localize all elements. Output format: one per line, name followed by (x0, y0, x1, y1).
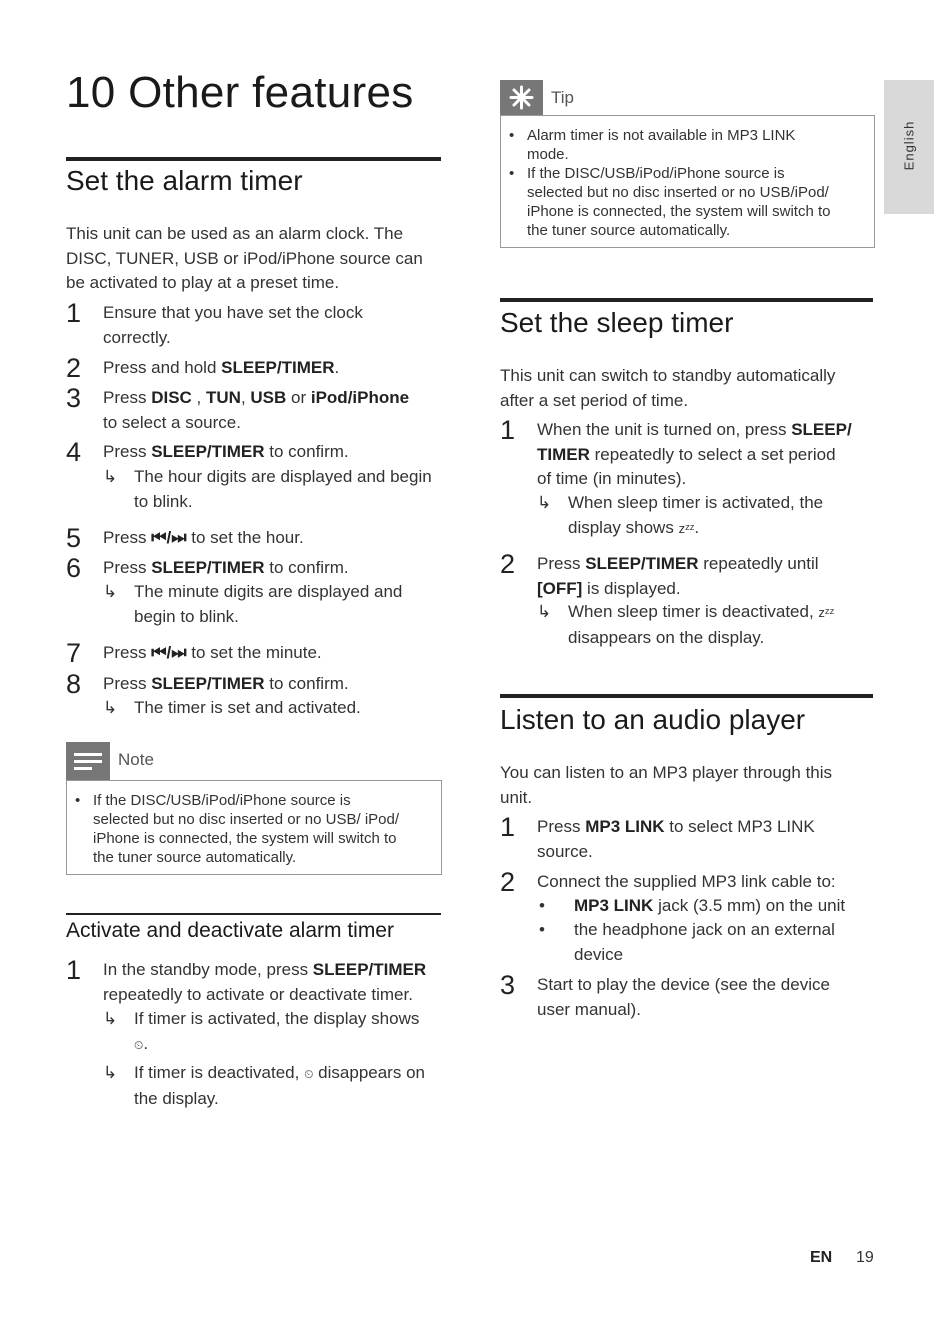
prev-next-icon: ⏮/⏭ (151, 528, 187, 547)
alarm-step-3: 3 Press DISC , TUN, USB or iPod/iPhone to select a source. (66, 383, 410, 432)
listen-step-1: 1 Press MP3 LINK to select MP3 LINK source. (500, 812, 815, 861)
alarm-intro: This unit can be used as an alarm clock. The DISC, TUNER, USB or iPod/iPhone source can be activated to play at a preset time. (66, 224, 423, 292)
alarm-step-1: 1 Ensure that you have set the clock correctly. (66, 298, 363, 347)
result-arrow-icon: ↳ (103, 698, 118, 717)
language-label: English (901, 120, 917, 171)
tip-box: • Alarm timer is not available in MP3 LINK mode. • If the DISC/USB/iPod/iPhone source is selected but no disc inserted or no USB/iPod/ iPhone is connected, the system will switch to the tuner source automatically. (500, 115, 875, 248)
alarm-step-6-result: ↳ The minute digits are displayed and begin to blink. (103, 582, 403, 626)
alarm-step-7: 7 Press ⏮/⏭ to set the minute. (66, 638, 322, 668)
alarm-step-4: 4 Press SLEEP/TIMER to confirm. (66, 437, 349, 467)
sleep-zzz-icon: zᶻᶻ (818, 605, 835, 620)
note-lines-icon (66, 742, 110, 780)
listen-step-3: 3 Start to play the device (see the device user manual). (500, 970, 830, 1019)
listen-step-2-bullet-2: • the headphone jack on an external device (539, 920, 835, 964)
result-arrow-icon: ↳ (103, 1063, 118, 1082)
activate-result-1: ↳ If timer is activated, the display shows ⏲. (103, 1009, 420, 1053)
activate-step-1: 1 In the standby mode, press SLEEP/TIMER repeatedly to activate or deactivate timer. (66, 955, 427, 1004)
sleep-zzz-icon: zᶻᶻ (678, 520, 695, 536)
alarm-step-8-result: ↳ The timer is set and activated. (103, 696, 448, 721)
chapter-number: 10 (66, 68, 116, 117)
result-arrow-icon: ↳ (103, 1009, 118, 1028)
alarm-icon: ⏲ (304, 1067, 314, 1081)
prev-next-icon: ⏮/⏭ (151, 643, 187, 662)
section-rule (66, 157, 441, 161)
language-side-tab (884, 80, 934, 214)
activate-result-2: ↳ If timer is deactivated, ⏲ disappears on the display. (103, 1063, 425, 1108)
sleep-intro: This unit can switch to standby automatically after a set period of time. (500, 366, 836, 410)
result-arrow-icon: ↳ (537, 493, 552, 512)
note-box: • If the DISC/USB/iPod/iPhone source is selected but no disc inserted or no USB/ iPod/ iPhone is connected, the system will switch to the tuner source automatically. (66, 780, 442, 875)
sleep-heading: Set the sleep timer (500, 307, 734, 338)
sleep-step-1-result: ↳ When sleep timer is activated, the display shows zᶻᶻ. (537, 493, 824, 537)
alarm-step-6: 6 Press SLEEP/TIMER to confirm. (66, 553, 349, 583)
alarm-step-5: 5 Press ⏮/⏭ to set the hour. (66, 523, 304, 553)
listen-step-2: 2 Connect the supplied MP3 link cable to: (500, 867, 836, 897)
alarm-step-2: 2 Press and hold SLEEP/TIMER. (66, 353, 340, 383)
tip-asterisk-icon (500, 80, 543, 115)
tip-label: Tip (551, 88, 574, 107)
sleep-step-2-result: ↳ When sleep timer is deactivated, zᶻᶻ disappears on the display. (537, 602, 835, 647)
alarm-heading: Set the alarm timer (66, 165, 303, 196)
listen-step-2-bullet-1: • MP3 LINK jack (3.5 mm) on the unit (539, 896, 846, 915)
footer-lang: EN (810, 1249, 833, 1266)
note-label: Note (118, 750, 154, 769)
sleep-step-1: 1 When the unit is turned on, press SLEEP/ TIMER repeatedly to select a set period of time (in minutes). (500, 415, 852, 488)
tip-icon (500, 80, 543, 115)
alarm-step-4-result: ↳ The hour digits are displayed and begin to blink. (103, 467, 432, 511)
note-icon (66, 742, 110, 780)
chapter-title (66, 68, 414, 118)
sleep-step-2: 2 Press SLEEP/TIMER repeatedly until [OFF] is displayed. (500, 549, 819, 598)
listen-intro: You can listen to an MP3 player through this unit. (500, 763, 833, 807)
page-number: 19 (856, 1249, 874, 1266)
result-arrow-icon: ↳ (103, 582, 118, 601)
section-rule (500, 694, 873, 698)
listen-heading: Listen to an audio player (500, 704, 806, 735)
subsection-rule (66, 913, 441, 915)
result-arrow-icon: ↳ (537, 602, 552, 621)
section-rule (500, 298, 873, 302)
chapter-title-text: Other features (128, 68, 414, 117)
result-arrow-icon: ↳ (103, 467, 118, 486)
activate-heading: Activate and deactivate alarm timer (66, 919, 394, 942)
alarm-step-8: 8 Press SLEEP/TIMER to confirm. (66, 669, 349, 699)
alarm-icon: ⏲ (134, 1037, 144, 1052)
